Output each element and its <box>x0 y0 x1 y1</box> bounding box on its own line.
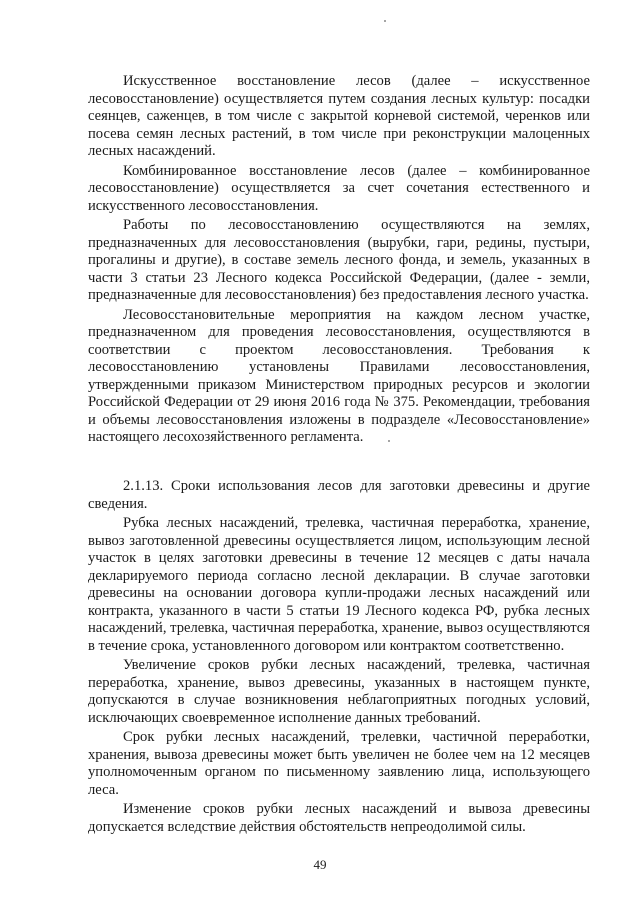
body-text-bottom <box>88 478 590 838</box>
paragraph-artificial-reforestation: Искусственное восстановление лесов (далее – искусственное лесовосстановление) осуществляется путем создания лесных культур: посадки сеянцев, саженцев, в том числе с закрытой корневой системой, черенков или посева семян лесных растений, в том числе при реконструкции малоценных лесных насаждений. <box>88 73 590 159</box>
scan-artifact <box>384 20 386 22</box>
section-heading: 2.1.13. Сроки использования лесов для заготовки древесины и другие сведения. <box>88 478 590 512</box>
paragraph-term-extension: Увеличение сроков рубки лесных насаждений, трелевка, частичная переработка, хранение, вывоз древесины, указанных в настоящем пункте, допускаются в случае возникновения неблагоприятных погодных условий, исключающих своевременное исполнение данных требований. <box>88 657 590 726</box>
page-number: 49 <box>313 857 327 872</box>
paragraph-force-majeure: Изменение сроков рубки лесных насаждений и вывоза древесины допускается вследствие действия обстоятельств непреодолимой силы. <box>88 801 590 835</box>
paragraph-term-increase: Срок рубки лесных насаждений, трелевки, частичной переработки, хранения, вывоза древесины может быть увеличен не более чем на 12 месяцев уполномоченным органом по письменному заявлению лица, использующего леса. <box>88 729 590 798</box>
body-text-top <box>88 73 590 449</box>
paragraph-felling-terms: Рубка лесных насаждений, трелевка, частичная переработка, хранение, вывоз заготовленной древесины осуществляется лицом, использующим лесной участок в целях заготовки древесины в течение 12 месяцев с даты начала декларируемого периода согласно лесной декларации. В случае заготовки древесины на основании договора купли-продажи лесных насаждений или контракта, указанного в части 5 статьи 19 Лесного кодекса РФ, рубка лесных насаждений, трелевка, частичная переработка, хранение, вывоз осуществляются в течение срока, установленного договором или контрактом соответственно. <box>88 515 590 654</box>
paragraph-reforestation-works: Работы по лесовосстановлению осуществляются на землях, предназначенных для лесовосстановления (вырубки, гари, редины, пустыри, прогалины и другие), в составе земель лесного фонда, и земель, указанных в части 3 статьи 23 Лесного кодекса Российской Федерации, (далее - земли, предназначенные для лесовосстановления) без предоставления лесного участка. <box>88 217 590 303</box>
paragraph-combined-reforestation: Комбинированное восстановление лесов (далее – комбинированное лесовосстановление) осуществляется за счет сочетания естественного и искусственного лесовосстановления. <box>88 162 590 214</box>
paragraph-reforestation-measures: Лесовосстановительные мероприятия на каждом лесном участке, предназначенном для проведения лесовосстановления, осуществляются в соответствии с проектом лесовосстановления. Требования к лесовосстановлению установлены Правилами лесовосстановления, утвержденными приказом Министерством природных ресурсов и экологии Российской Федерации от 29 июня 2016 года № 375. Рекомендации, требования и объемы лесовосстановления изложены в подразделе «Лесовосстановление» настоящего лесохозяйственного регламента. <box>88 306 590 445</box>
